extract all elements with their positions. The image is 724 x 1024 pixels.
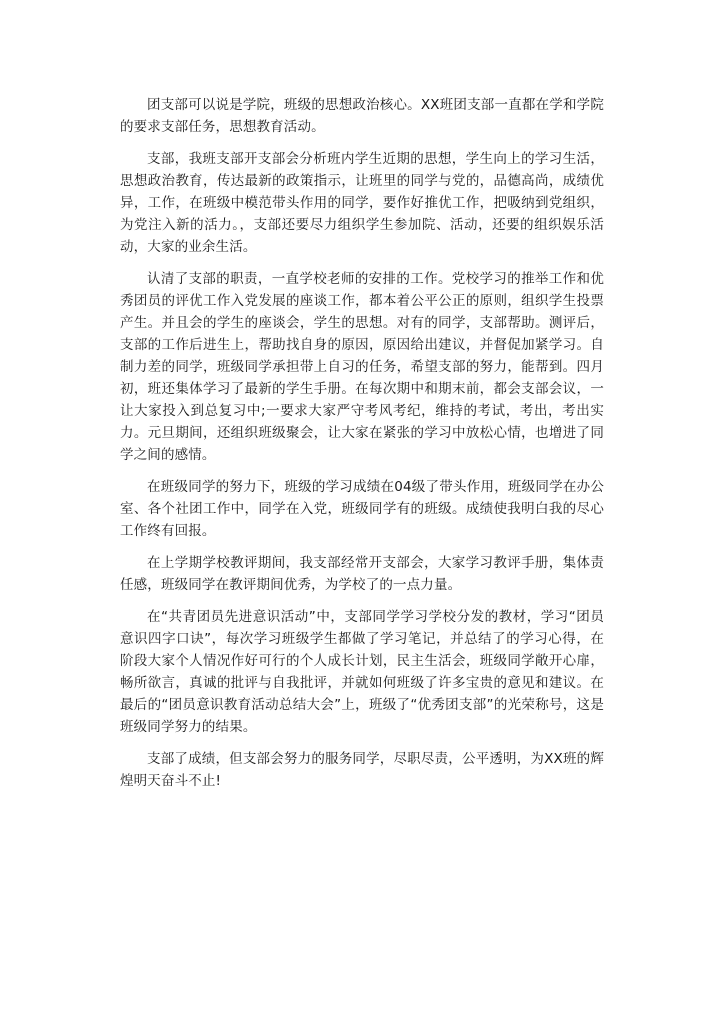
paragraph-5: 在上学期学校教评期间，我支部经常开支部会，大家学习教评手册，集体责任感，班级同学在教评期间优秀，为学校了的一点力量。 (120, 555, 604, 593)
paragraph-7: 支部了成绩，但支部会努力的服务同学，尽职尽责，公平透明，为XX班的辉煌明天奋斗不止! (120, 751, 604, 789)
paragraph-2: 支部，我班支部开支部会分析班内学生近期的思想，学生向上的学习生活，思想政治教育，传达最新的政策指示，让班里的同学与党的，品德高尚，成绩优异，工作，在班级中模范带头作用的同学，要作好推优工作，把吸纳到党组织，为党注入新的活力。，支部还要尽力组织学生参加院、活动，还要的组织娱乐活动，大家的业余生活。 (120, 151, 604, 255)
document-body (120, 94, 604, 802)
paragraph-3: 认清了支部的职责，一直学校老师的安排的工作。党校学习的推举工作和优秀团员的评优工作入党发展的座谈工作，都本着公平公正的原则，组织学生投票产生。并且会的学生的座谈会，学生的思想。对有的同学，支部帮助。测评后，支部的工作后进生上，帮助找自身的原因，原因给出建议，并督促加紧学习。自制力差的同学，班级同学承担带上自习的任务，希望支部的努力，能帮到。四月初，班还集体学习了最新的学生手册。在每次期中和期末前，都会支部会议，一让大家投入到总复习中;一要求大家严守考风考纪，维持的考试，考出，考出实力。元旦期间，还组织班级聚会，让大家在紧张的学习中放松心情，也增进了同学之间的感情。 (120, 271, 604, 463)
paragraph-1: 团支部可以说是学院，班级的思想政治核心。XX班团支部一直都在学和学院的要求支部任务，思想教育活动。 (120, 97, 604, 135)
paragraph-4: 在班级同学的努力下，班级的学习成绩在04级了带头作用，班级同学在办公室、各个社团工作中，同学在入党，班级同学有的班级。成绩使我明白我的尽心工作终有回报。 (120, 479, 604, 539)
paragraph-6: 在“共青团员先进意识活动”中，支部同学学习学校分发的教材，学习“团员意识四字口诀”，每次学习班级学生都做了学习笔记，并总结了的学习心得，在阶段大家个人情况作好可行的个人成长计划，民主生活会，班级同学敞开心扉，畅所欲言，真诚的批评与自我批评，并就如何班级了许多宝贵的意见和建议。在最后的“团员意识教育活动总结大会”上，班级了“优秀团支部”的光荣称号，这是班级同学努力的结果。 (120, 609, 604, 735)
